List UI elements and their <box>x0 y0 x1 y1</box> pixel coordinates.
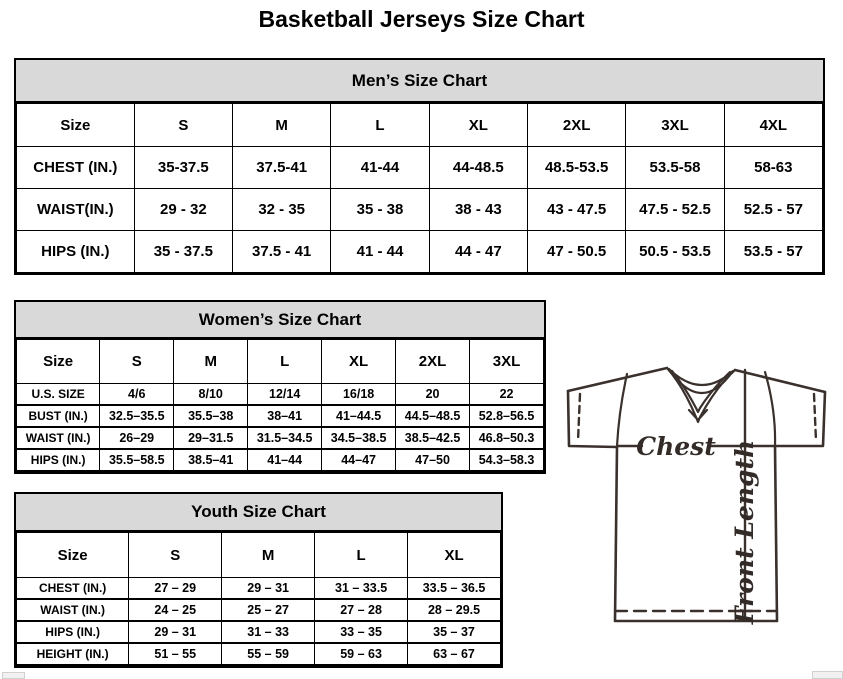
size-column-header: XL <box>429 104 527 147</box>
measurement-value-cell: 29 – 31 <box>222 578 315 600</box>
scrollbar-fragment-right[interactable] <box>812 671 843 679</box>
mens-size-chart-section <box>14 58 825 275</box>
size-column-header: S <box>100 340 174 384</box>
measurement-row <box>17 643 501 665</box>
measurement-value-cell: 35.5–58.5 <box>100 449 174 471</box>
measurement-value-cell: 41 - 44 <box>331 231 429 273</box>
measurement-value-cell: 31 – 33 <box>222 621 315 643</box>
measurement-row-label: HEIGHT (IN.) <box>17 643 129 665</box>
measurement-value-cell: 8/10 <box>174 384 248 406</box>
measurement-value-cell: 25 – 27 <box>222 599 315 621</box>
size-column-header: 4XL <box>724 104 822 147</box>
measurement-value-cell: 58-63 <box>724 147 822 189</box>
size-column-header: M <box>233 104 331 147</box>
jersey-left-sleeve <box>568 391 617 447</box>
measurement-value-cell: 22 <box>470 384 544 406</box>
measurement-row <box>17 405 544 427</box>
chest-measure-label: Chest <box>636 432 716 461</box>
measurement-row-label: WAIST (IN.) <box>17 599 129 621</box>
measurement-value-cell: 38.5–41 <box>174 449 248 471</box>
measurement-row <box>17 449 544 471</box>
jersey-collar <box>667 368 735 422</box>
measurement-value-cell: 33.5 – 36.5 <box>408 578 501 600</box>
front-length-measure-label: Front Length <box>730 439 759 625</box>
size-column-header: XL <box>322 340 396 384</box>
measurement-value-cell: 54.3–58.3 <box>470 449 544 471</box>
measurement-value-cell: 63 – 67 <box>408 643 501 665</box>
size-column-header: M <box>222 533 315 578</box>
measurement-value-cell: 41-44 <box>331 147 429 189</box>
measurement-value-cell: 29 - 32 <box>134 189 232 231</box>
measurement-row <box>17 147 823 189</box>
youth-size-chart-section <box>14 492 503 668</box>
measurement-value-cell: 27 – 29 <box>129 578 222 600</box>
measurement-value-cell: 51 – 55 <box>129 643 222 665</box>
measurement-value-cell: 31 – 33.5 <box>315 578 408 600</box>
measurement-value-cell: 47 - 50.5 <box>527 231 625 273</box>
measurement-value-cell: 52.8–56.5 <box>470 405 544 427</box>
measurement-value-cell: 53.5-58 <box>626 147 724 189</box>
measurement-value-cell: 24 – 25 <box>129 599 222 621</box>
size-column-header: 2XL <box>396 340 470 384</box>
measurement-row-label: CHEST (IN.) <box>17 147 135 189</box>
measurement-value-cell: 20 <box>396 384 470 406</box>
jersey-measurement-diagram <box>558 360 842 674</box>
measurement-value-cell: 32.5–35.5 <box>100 405 174 427</box>
measurement-value-cell: 26–29 <box>100 427 174 449</box>
measurement-row-label: U.S. SIZE <box>17 384 100 406</box>
measurement-row <box>17 231 823 273</box>
measurement-value-cell: 37.5 - 41 <box>233 231 331 273</box>
measurement-row <box>17 189 823 231</box>
measurement-value-cell: 32 - 35 <box>233 189 331 231</box>
measurement-row-label: WAIST (IN.) <box>17 427 100 449</box>
size-header-row <box>17 533 501 578</box>
measurement-row-label: WAIST(IN.) <box>17 189 135 231</box>
measurement-value-cell: 34.5–38.5 <box>322 427 396 449</box>
measurement-value-cell: 35 – 37 <box>408 621 501 643</box>
measurement-value-cell: 47–50 <box>396 449 470 471</box>
measurement-row-label: HIPS (IN.) <box>17 621 129 643</box>
measurement-value-cell: 12/14 <box>248 384 322 406</box>
measurement-value-cell: 59 – 63 <box>315 643 408 665</box>
size-column-header: S <box>129 533 222 578</box>
measurement-value-cell: 28 – 29.5 <box>408 599 501 621</box>
size-header-row <box>17 340 544 384</box>
measurement-value-cell: 35-37.5 <box>134 147 232 189</box>
youth-size-table <box>16 532 501 666</box>
measurement-value-cell: 55 – 59 <box>222 643 315 665</box>
measurement-value-cell: 47.5 - 52.5 <box>626 189 724 231</box>
mens-size-table <box>16 103 823 273</box>
measurement-value-cell: 31.5–34.5 <box>248 427 322 449</box>
measurement-value-cell: 46.8–50.3 <box>470 427 544 449</box>
jersey-right-sleeve <box>775 392 825 446</box>
size-column-header: S <box>134 104 232 147</box>
size-column-header: L <box>248 340 322 384</box>
youth-chart-title: Youth Size Chart <box>16 494 501 532</box>
measurement-value-cell: 29–31.5 <box>174 427 248 449</box>
measurement-row <box>17 599 501 621</box>
measurement-value-cell: 43 - 47.5 <box>527 189 625 231</box>
measurement-value-cell: 50.5 - 53.5 <box>626 231 724 273</box>
measurement-value-cell: 35 - 37.5 <box>134 231 232 273</box>
jersey-shoulder-seams <box>568 368 825 392</box>
mens-chart-title: Men’s Size Chart <box>16 60 823 103</box>
size-column-header: 3XL <box>626 104 724 147</box>
measurement-value-cell: 4/6 <box>100 384 174 406</box>
measurement-row <box>17 621 501 643</box>
measurement-value-cell: 37.5-41 <box>233 147 331 189</box>
measurement-value-cell: 41–44.5 <box>322 405 396 427</box>
measurement-value-cell: 53.5 - 57 <box>724 231 822 273</box>
scrollbar-fragment-left[interactable] <box>2 672 25 679</box>
measurement-row <box>17 384 544 406</box>
page-title: Basketball Jerseys Size Chart <box>258 6 585 32</box>
measurement-value-cell: 52.5 - 57 <box>724 189 822 231</box>
measurement-value-cell: 27 – 28 <box>315 599 408 621</box>
measurement-row-label: HIPS (IN.) <box>17 449 100 471</box>
size-corner-label: Size <box>17 104 135 147</box>
measurement-row <box>17 427 544 449</box>
size-column-header: 2XL <box>527 104 625 147</box>
size-column-header: M <box>174 340 248 384</box>
size-column-header: L <box>315 533 408 578</box>
measurement-value-cell: 44–47 <box>322 449 396 471</box>
measurement-value-cell: 35.5–38 <box>174 405 248 427</box>
measurement-row-label: HIPS (IN.) <box>17 231 135 273</box>
measurement-value-cell: 44-48.5 <box>429 147 527 189</box>
size-header-row <box>17 104 823 147</box>
measurement-value-cell: 38.5–42.5 <box>396 427 470 449</box>
measurement-row <box>17 578 501 600</box>
womens-size-chart-section <box>14 300 546 474</box>
measurement-row-label: BUST (IN.) <box>17 405 100 427</box>
size-corner-label: Size <box>17 533 129 578</box>
measurement-value-cell: 35 - 38 <box>331 189 429 231</box>
measurement-value-cell: 44.5–48.5 <box>396 405 470 427</box>
size-column-header: XL <box>408 533 501 578</box>
measurement-value-cell: 38–41 <box>248 405 322 427</box>
size-column-header: 3XL <box>470 340 544 384</box>
measurement-value-cell: 16/18 <box>322 384 396 406</box>
measurement-value-cell: 33 – 35 <box>315 621 408 643</box>
womens-size-table <box>16 339 544 472</box>
measurement-value-cell: 29 – 31 <box>129 621 222 643</box>
measurement-value-cell: 48.5-53.5 <box>527 147 625 189</box>
size-column-header: L <box>331 104 429 147</box>
measurement-value-cell: 44 - 47 <box>429 231 527 273</box>
measurement-value-cell: 41–44 <box>248 449 322 471</box>
measurement-value-cell: 38 - 43 <box>429 189 527 231</box>
measurement-row-label: CHEST (IN.) <box>17 578 129 600</box>
size-corner-label: Size <box>17 340 100 384</box>
womens-chart-title: Women’s Size Chart <box>16 302 544 339</box>
